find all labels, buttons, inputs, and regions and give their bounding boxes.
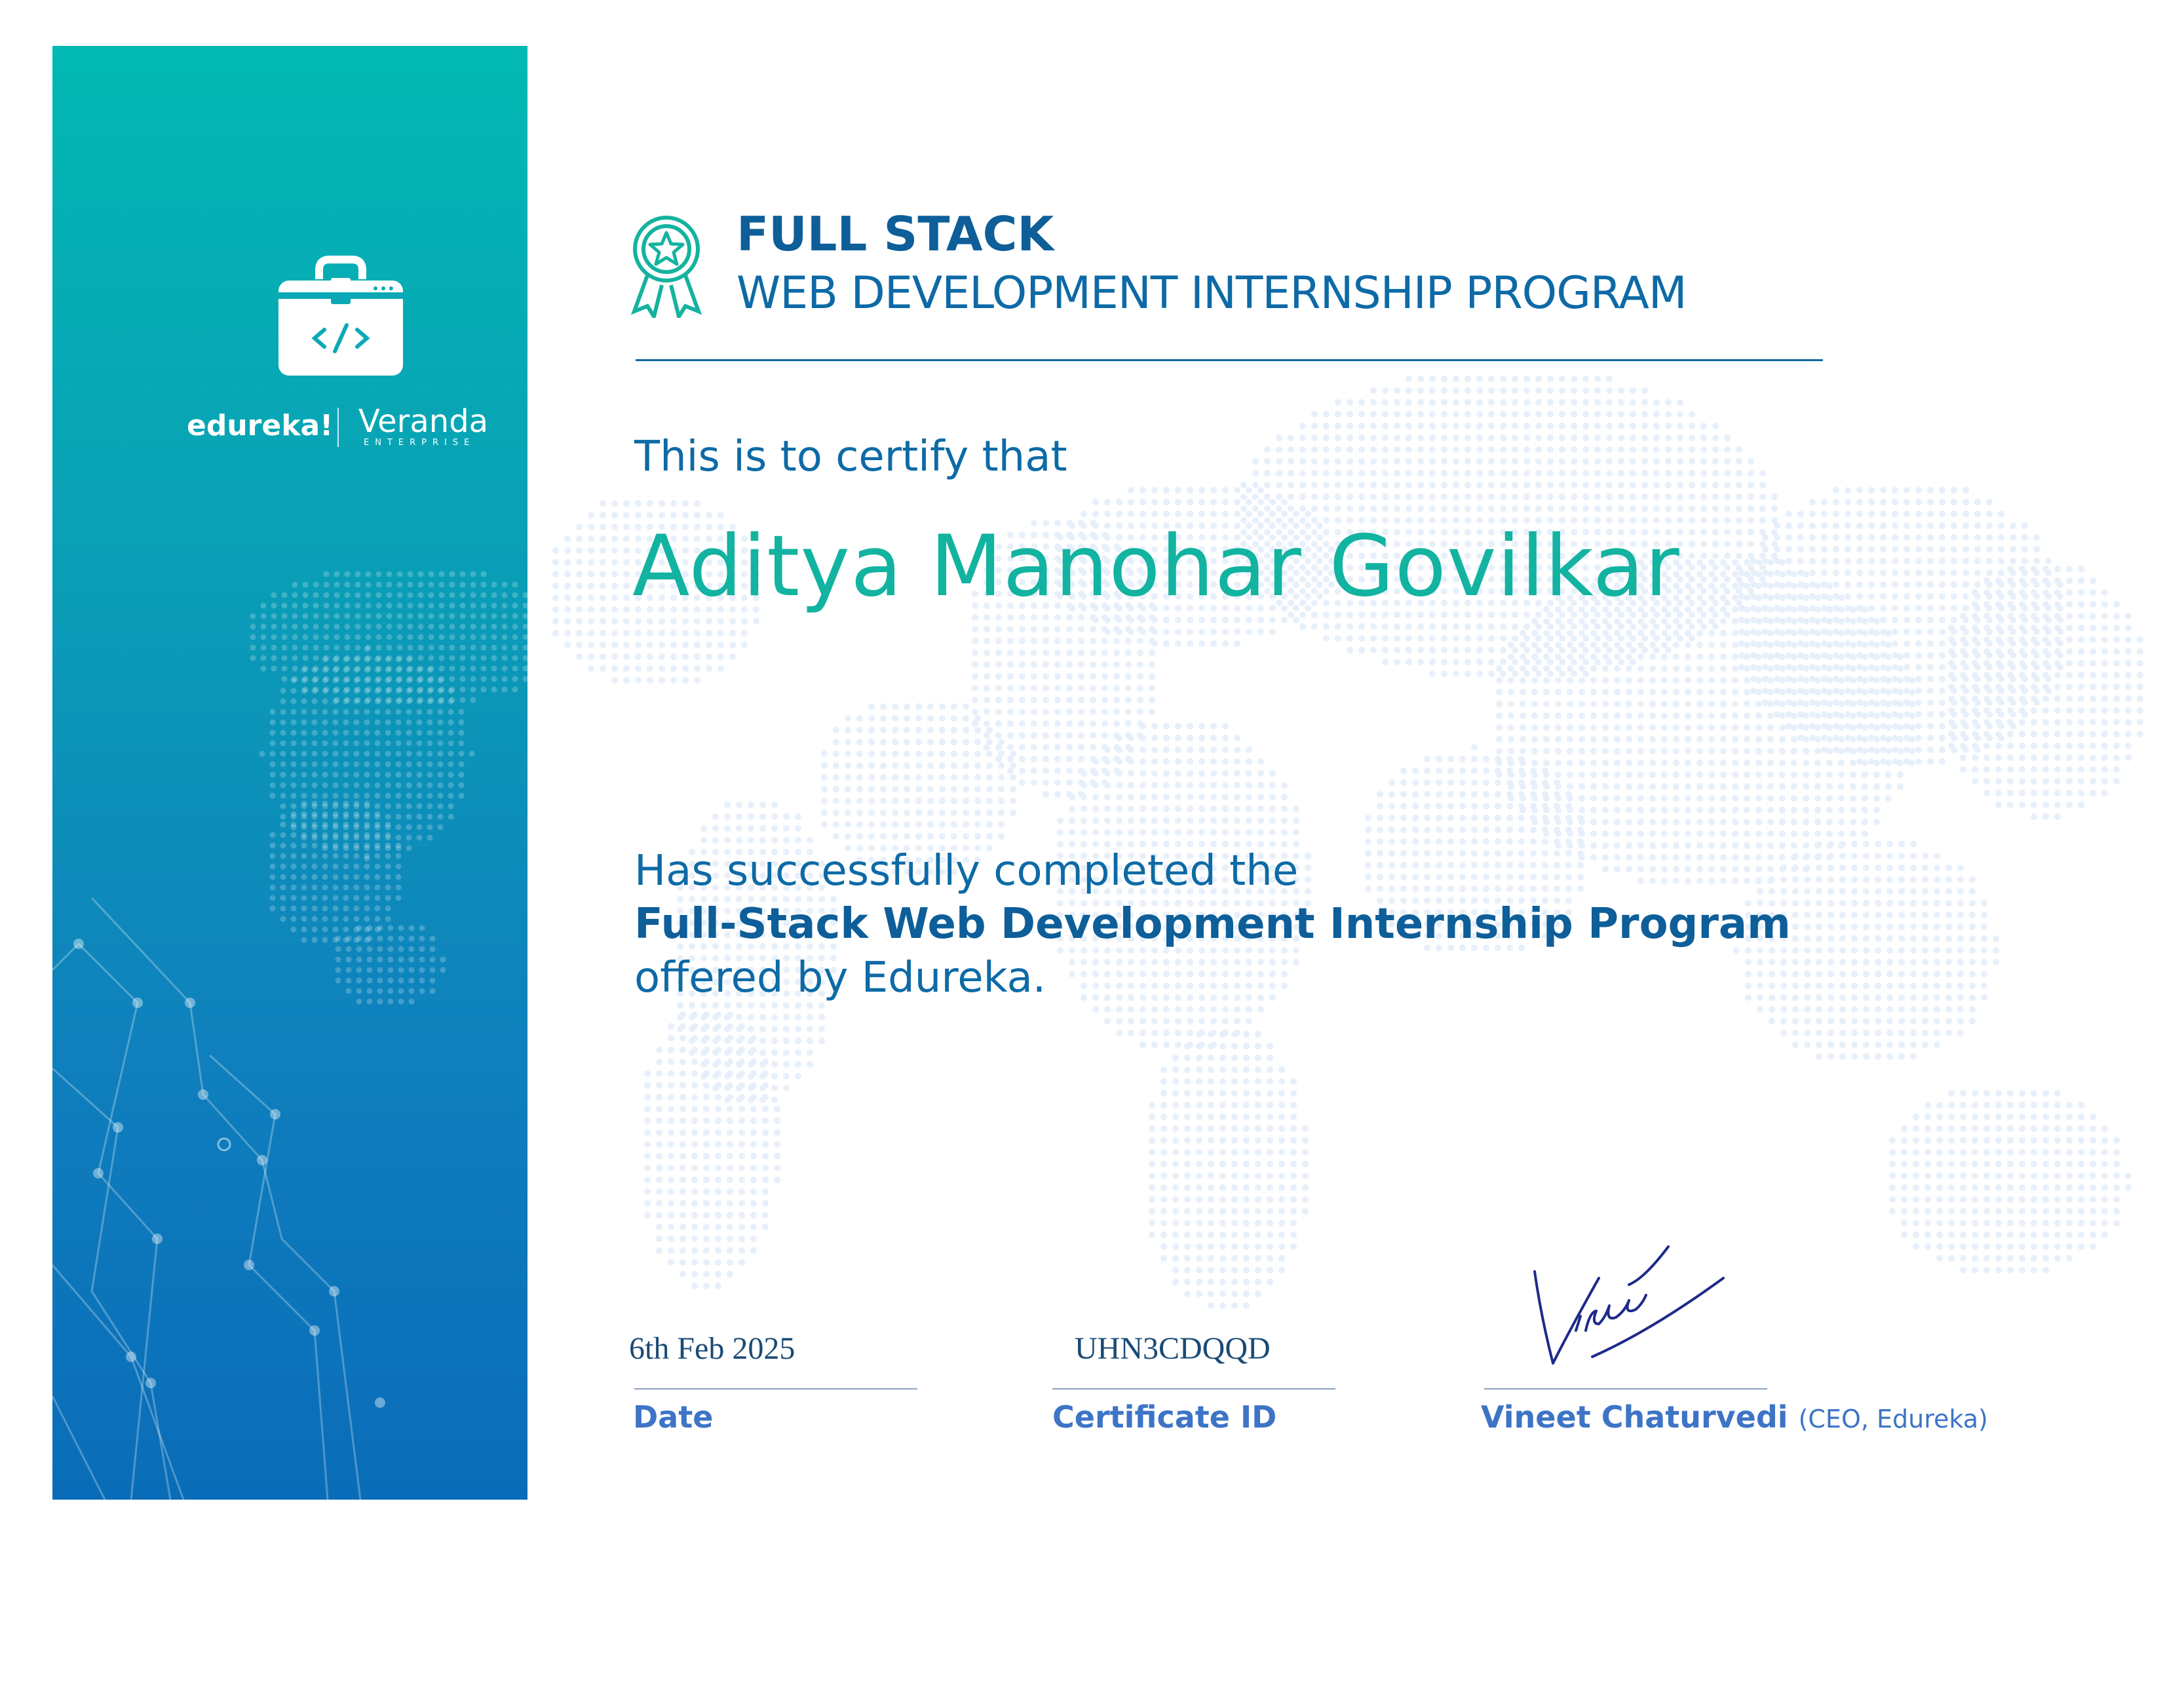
certificate-id-value: UHN3CDQQD <box>1075 1331 1271 1366</box>
date-rule <box>634 1388 917 1390</box>
date-value: 6th Feb 2025 <box>629 1331 795 1366</box>
completion-statement: Has successfully completed the <box>634 847 1299 895</box>
signature-mark <box>1507 1232 1743 1376</box>
veranda-enterprise-tag: ENTERPRISE <box>364 438 476 448</box>
program-name: Full-Stack Web Development Internship Program <box>634 900 1791 948</box>
brand-logos <box>187 400 501 452</box>
sidebar-panel <box>52 46 527 1500</box>
brand-divider <box>337 408 339 447</box>
certificate-title-line2: WEB DEVELOPMENT INTERNSHIP PROGRAM <box>737 267 1687 319</box>
signatory-label <box>1481 1399 1988 1435</box>
signatory-name: Vineet Chaturvedi <box>1481 1399 1788 1435</box>
code-briefcase-icon <box>278 254 403 376</box>
veranda-logo: Veranda <box>358 403 489 440</box>
signature-rule <box>1484 1388 1767 1390</box>
circuit-pattern <box>52 898 527 1500</box>
recipient-name: Aditya Manohar Govilkar <box>632 518 1680 615</box>
signatory-role: (CEO, Edureka) <box>1798 1405 1988 1433</box>
date-label: Date <box>633 1399 714 1435</box>
edureka-logo: edureka! <box>187 409 334 442</box>
title-divider <box>636 359 1823 361</box>
certify-statement: This is to certify that <box>634 433 1067 481</box>
certificate-title-line1: FULL STACK <box>737 206 1054 262</box>
offered-by-statement: offered by Edureka. <box>634 954 1046 1002</box>
award-ribbon-icon <box>629 213 704 318</box>
certificate-id-label: Certificate ID <box>1052 1399 1277 1435</box>
certificate-id-rule <box>1052 1388 1335 1390</box>
